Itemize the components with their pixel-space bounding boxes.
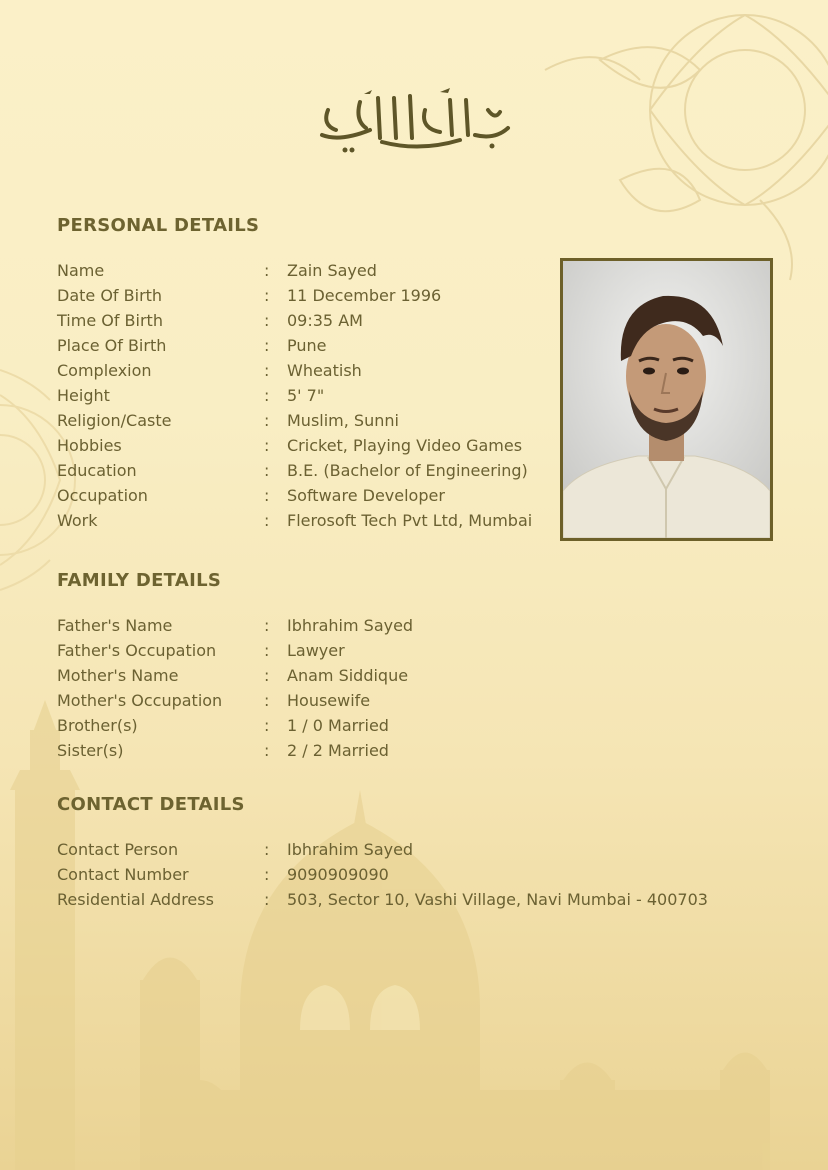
detail-separator: : bbox=[264, 741, 270, 760]
detail-value: Ibhrahim Sayed bbox=[287, 840, 414, 859]
detail-separator: : bbox=[264, 336, 270, 355]
detail-separator: : bbox=[264, 386, 270, 405]
contact-details-heading: CONTACT DETAILS bbox=[57, 794, 245, 815]
detail-label: Education bbox=[57, 461, 137, 480]
detail-value: B.E. (Bachelor of Engineering) bbox=[287, 461, 528, 480]
contact-details-list bbox=[57, 837, 757, 912]
detail-separator: : bbox=[264, 890, 270, 909]
profile-photo bbox=[560, 258, 773, 541]
detail-row bbox=[57, 862, 757, 887]
detail-separator: : bbox=[264, 261, 270, 280]
family-details-list bbox=[57, 613, 757, 763]
detail-label: Name bbox=[57, 261, 105, 280]
detail-value: 503, Sector 10, Vashi Village, Navi Mumbai - 400703 bbox=[287, 890, 708, 909]
detail-row bbox=[57, 688, 757, 713]
detail-label: Contact Person bbox=[57, 840, 179, 859]
detail-label: Religion/Caste bbox=[57, 411, 172, 430]
detail-separator: : bbox=[264, 616, 270, 635]
detail-value: Pune bbox=[287, 336, 327, 355]
calligraphy-image bbox=[300, 80, 530, 160]
detail-value: Ibhrahim Sayed bbox=[287, 616, 414, 635]
detail-separator: : bbox=[264, 840, 270, 859]
detail-label: Date Of Birth bbox=[57, 286, 163, 305]
portrait-image bbox=[563, 261, 770, 538]
detail-label: Contact Number bbox=[57, 865, 189, 884]
detail-row bbox=[57, 613, 757, 638]
detail-label: Time Of Birth bbox=[57, 311, 163, 330]
detail-value: 09:35 AM bbox=[287, 311, 363, 330]
detail-label: Residential Address bbox=[57, 890, 214, 909]
detail-label: Sister(s) bbox=[57, 741, 124, 760]
detail-value: 5' 7" bbox=[287, 386, 325, 405]
detail-value: 2 / 2 Married bbox=[287, 741, 389, 760]
detail-separator: : bbox=[264, 865, 270, 884]
detail-label: Complexion bbox=[57, 361, 152, 380]
detail-value: Wheatish bbox=[287, 361, 362, 380]
detail-separator: : bbox=[264, 716, 270, 735]
detail-separator: : bbox=[264, 461, 270, 480]
detail-value: Anam Siddique bbox=[287, 666, 409, 685]
personal-details-heading: PERSONAL DETAILS bbox=[57, 215, 260, 236]
bismillah-calligraphy bbox=[300, 80, 530, 160]
detail-label: Father's Name bbox=[57, 616, 173, 635]
detail-separator: : bbox=[264, 666, 270, 685]
detail-label: Place Of Birth bbox=[57, 336, 167, 355]
detail-separator: : bbox=[264, 486, 270, 505]
detail-value: Zain Sayed bbox=[287, 261, 377, 280]
detail-row bbox=[57, 837, 757, 862]
detail-separator: : bbox=[264, 641, 270, 660]
detail-label: Hobbies bbox=[57, 436, 122, 455]
mosque-silhouette bbox=[10, 700, 770, 1170]
detail-label: Height bbox=[57, 386, 110, 405]
detail-value: Muslim, Sunni bbox=[287, 411, 399, 430]
detail-separator: : bbox=[264, 411, 270, 430]
detail-row bbox=[57, 887, 757, 912]
detail-value: 9090909090 bbox=[287, 865, 389, 884]
detail-separator: : bbox=[264, 436, 270, 455]
detail-row bbox=[57, 738, 757, 763]
detail-value: Software Developer bbox=[287, 486, 445, 505]
detail-row bbox=[57, 663, 757, 688]
detail-value: Housewife bbox=[287, 691, 371, 710]
detail-separator: : bbox=[264, 311, 270, 330]
detail-row bbox=[57, 713, 757, 738]
family-details-heading: FAMILY DETAILS bbox=[57, 570, 222, 591]
detail-label: Occupation bbox=[57, 486, 148, 505]
detail-label: Work bbox=[57, 511, 98, 530]
detail-label: Brother(s) bbox=[57, 716, 138, 735]
detail-label: Mother's Name bbox=[57, 666, 179, 685]
detail-row bbox=[57, 638, 757, 663]
detail-separator: : bbox=[264, 286, 270, 305]
detail-separator: : bbox=[264, 511, 270, 530]
detail-value: Flerosoft Tech Pvt Ltd, Mumbai bbox=[287, 511, 533, 530]
detail-separator: : bbox=[264, 361, 270, 380]
detail-value: Cricket, Playing Video Games bbox=[287, 436, 523, 455]
detail-value: 11 December 1996 bbox=[287, 286, 442, 305]
detail-label: Father's Occupation bbox=[57, 641, 217, 660]
detail-separator: : bbox=[264, 691, 270, 710]
detail-value: Lawyer bbox=[287, 641, 345, 660]
mandala-ornament-top-right bbox=[545, 15, 828, 280]
detail-label: Mother's Occupation bbox=[57, 691, 223, 710]
detail-value: 1 / 0 Married bbox=[287, 716, 389, 735]
